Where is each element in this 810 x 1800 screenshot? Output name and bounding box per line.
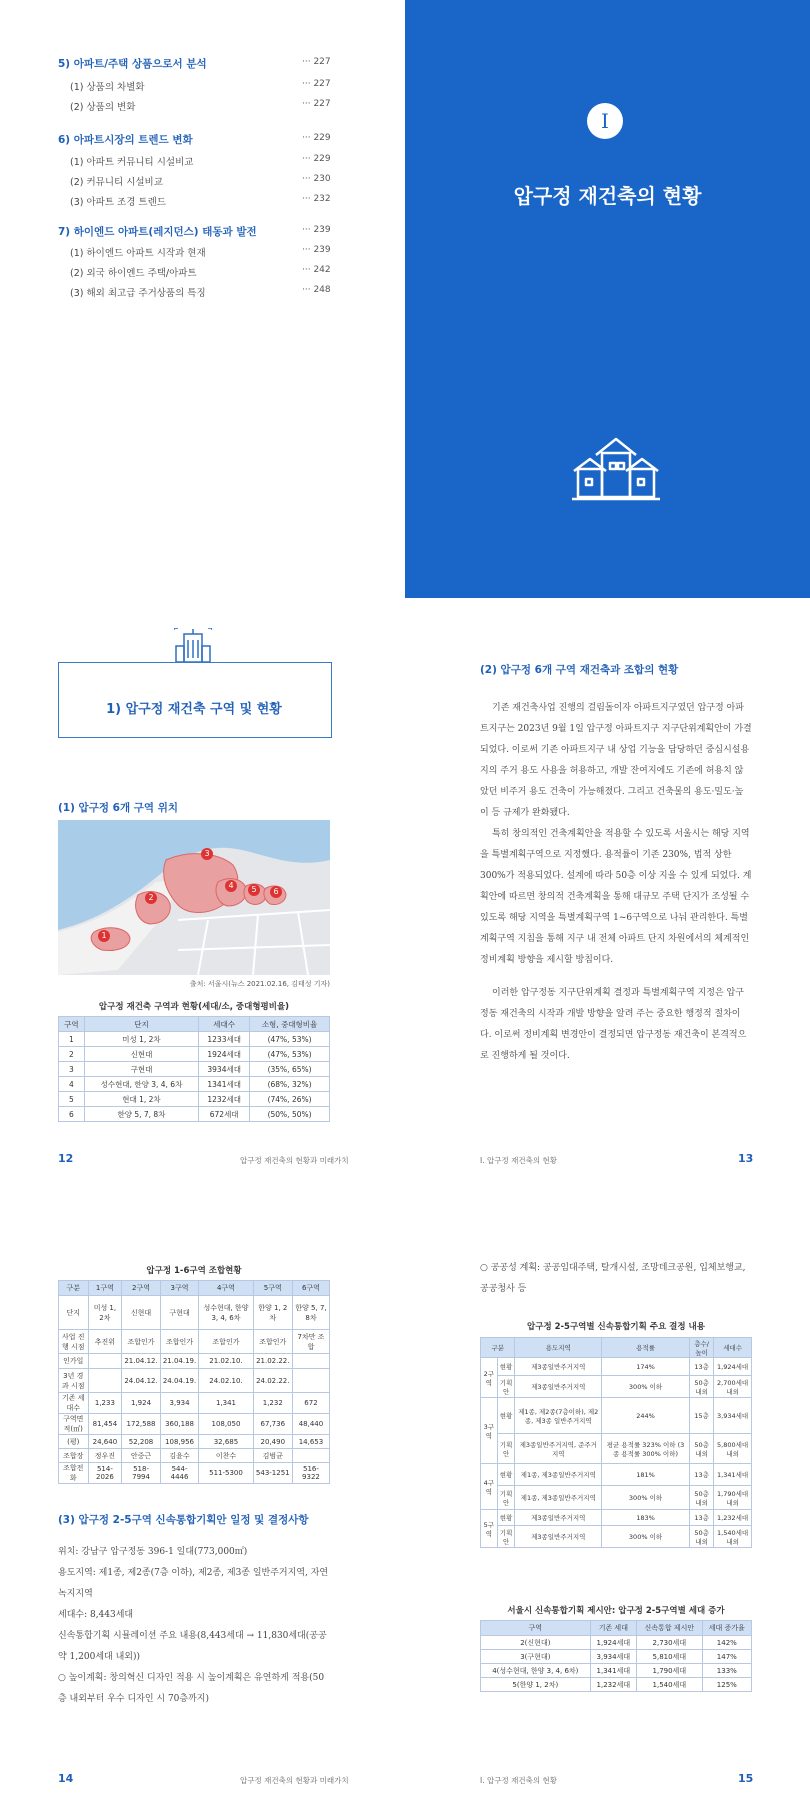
body-line: ○ 높이계획: 창의혁신 디자인 적용 시 높이계획은 유연하게 적용(50층 내외부터 우수 디자인 시 70층까지) xyxy=(58,1673,325,1704)
table-cell: 50층 내외 xyxy=(690,1486,714,1510)
table-caption: 서울시 신속통합기획 제시안: 압구정 2-5구역별 세대 증가 xyxy=(507,1606,725,1616)
table-row xyxy=(59,1354,330,1369)
table-cell: 50층 내외 xyxy=(690,1434,714,1464)
table-cell: 360,188 xyxy=(160,1414,199,1435)
table-cell: 기획안 xyxy=(497,1434,515,1464)
toc-item[interactable]: (1) 하이엔드 아파트 시작과 현재 xyxy=(70,248,206,259)
table-cell: 1,341세대 xyxy=(590,1664,636,1678)
table-cell: 정우진 xyxy=(88,1449,122,1463)
table-cell: 1,790세대 xyxy=(637,1664,703,1678)
table-cell: 48,440 xyxy=(292,1414,329,1435)
table-cell: 평균 용적률 323% 이하 (3종 용적률 300% 이하) xyxy=(602,1434,690,1464)
table-header: 용적률 xyxy=(602,1338,690,1358)
table-header: 세대수 xyxy=(199,1017,250,1032)
zone-marker-1: 1 xyxy=(98,930,110,942)
table-cell: 13층 xyxy=(690,1510,714,1526)
table-cell: 제3종일반주거지역, 준주거지역 xyxy=(515,1434,602,1464)
table-cell: 183% xyxy=(602,1510,690,1526)
table-row xyxy=(59,1414,330,1435)
table-cell: 2 xyxy=(59,1047,85,1062)
table-cell: 단지 xyxy=(59,1296,89,1330)
table-row xyxy=(481,1358,752,1376)
table-cell: 추진위 xyxy=(88,1330,122,1354)
table-cell: 52,208 xyxy=(122,1435,161,1449)
table-row xyxy=(481,1526,752,1548)
table-cell: 1,924 xyxy=(122,1393,161,1414)
chapter-title: 압구정 재건축의 현황 xyxy=(513,184,702,208)
zone-marker-3: 3 xyxy=(201,848,213,860)
table-cell: 3,934세대 xyxy=(714,1398,752,1434)
table-cell: 1,232세대 xyxy=(714,1510,752,1526)
zone-marker-6: 6 xyxy=(270,886,282,898)
table-cell: 300% 이하 xyxy=(602,1526,690,1548)
table-cell xyxy=(292,1369,329,1393)
table-cell: 제3종일반주거지역 xyxy=(515,1526,602,1548)
paragraph: 특히 창의적인 건축계획안을 적용할 수 있도록 서울시는 해당 지역을 특별계획구역으로 지정했다. 용적률이 기존 230%, 법적 상한 300%가 적용되었다. 설계에 따라 50층 이상 지을 수 있게 되었다. 계획안에 따르면 창의적 건축계획을 통해 대규모 주택 단지가 조성될 수 있도록 해당 지역을 특별계획구역 1~6구역으로 나눠 관리한다. 특별계획구역 지침을 통해 지구 내 전체 아파트 단지 차원에서의 체계적인 정비계획 방향을 제시할 방침이다. xyxy=(480,829,752,965)
table-row xyxy=(59,1463,330,1484)
table-cell: 544-4446 xyxy=(160,1463,199,1484)
table-cell: 244% xyxy=(602,1398,690,1434)
toc-item[interactable]: (2) 커뮤니티 시설비교 xyxy=(70,177,163,188)
table-cell: 기존 세대수 xyxy=(59,1393,89,1414)
toc-page: ··· 248 xyxy=(302,285,331,295)
table-cell xyxy=(292,1449,329,1463)
table-row xyxy=(481,1464,752,1486)
table-cell: 기획안 xyxy=(497,1486,515,1510)
table-cell: 이찬수 xyxy=(199,1449,253,1463)
page-footer: 압구정 재건축의 현황과 미래가치 xyxy=(240,1156,349,1165)
body-line: 세대수: 8,443세대 xyxy=(58,1610,134,1620)
table-row xyxy=(481,1678,752,1692)
table-row xyxy=(59,1296,330,1330)
map-source: 출처: 서울시(뉴스 2021.02.16, 김태성 기자) xyxy=(189,980,330,988)
table-cell: 133% xyxy=(702,1664,751,1678)
chapter-panel xyxy=(405,0,810,598)
zone-marker-2: 2 xyxy=(145,892,157,904)
table-cell: 제3종일반주거지역 xyxy=(515,1510,602,1526)
toc-page: ··· 229 xyxy=(302,154,331,164)
table-cell: 24.04.19. xyxy=(160,1369,199,1393)
toc-page: ··· 242 xyxy=(302,265,331,275)
table-cell: 3,934 xyxy=(160,1393,199,1414)
table-cell: 김윤수 xyxy=(160,1449,199,1463)
houses-icon xyxy=(570,435,662,503)
table-cell: 사업 진행 시점 xyxy=(59,1330,89,1354)
table-cell: 제1종, 제3종일반주거지역 xyxy=(515,1464,602,1486)
table-cell: 32,685 xyxy=(199,1435,253,1449)
table-cell: 4구역 xyxy=(481,1464,498,1510)
increase-table xyxy=(480,1620,752,1692)
toc-page: ··· 227 xyxy=(302,79,331,89)
page-number: 15 xyxy=(738,1772,754,1785)
table-row xyxy=(481,1486,752,1510)
table-caption: 압구정 재건축 구역과 현황(세대/소, 중대형평비율) xyxy=(98,1002,290,1012)
table-header: 2구역 xyxy=(122,1281,161,1296)
table-cell: 5구역 xyxy=(481,1510,498,1548)
table-header: 단지 xyxy=(84,1017,198,1032)
table-cell: 20,490 xyxy=(253,1435,292,1449)
table-row xyxy=(59,1107,330,1122)
table-cell: 21.02.22. xyxy=(253,1354,292,1369)
table-cell: 13층 xyxy=(690,1464,714,1486)
page-footer: I. 압구정 재건축의 현황 xyxy=(480,1776,557,1785)
page-number: 12 xyxy=(58,1152,74,1165)
table-row xyxy=(481,1376,752,1398)
table-cell: 1232세대 xyxy=(199,1092,250,1107)
zone-marker-5: 5 xyxy=(248,884,260,896)
table-header: 세대수 xyxy=(714,1338,752,1358)
table-cell: 147% xyxy=(702,1650,751,1664)
table-cell: 1 xyxy=(59,1032,85,1047)
table-header: 6구역 xyxy=(292,1281,329,1296)
table-header: 5구역 xyxy=(253,1281,292,1296)
table-cell: 1,341 xyxy=(199,1393,253,1414)
table-cell: 현황 xyxy=(497,1358,515,1376)
table-cell: 2,730세대 xyxy=(637,1636,703,1650)
subsection-title: (3) 압구정 2-5구역 신속통합기획안 일정 및 결정사항 xyxy=(58,1514,309,1526)
building-icon xyxy=(174,628,212,664)
table-cell: 3구역 xyxy=(481,1398,498,1464)
table-header: 4구역 xyxy=(199,1281,253,1296)
zone-table xyxy=(58,1016,330,1122)
table-cell: 5,800세대 내외 xyxy=(714,1434,752,1464)
table-cell: 174% xyxy=(602,1358,690,1376)
table-header: 구역 xyxy=(481,1621,591,1636)
table-cell: (47%, 53%) xyxy=(250,1047,330,1062)
toc-item[interactable]: (1) 상품의 차별화 xyxy=(70,82,145,93)
table-row xyxy=(59,1062,330,1077)
table-cell: 67,736 xyxy=(253,1414,292,1435)
toc-page: ··· 230 xyxy=(302,174,331,184)
table-cell: (평) xyxy=(59,1435,89,1449)
page-number: 13 xyxy=(738,1152,754,1165)
table-cell: 516-9322 xyxy=(292,1463,329,1484)
table-cell: 7차만 조합 xyxy=(292,1330,329,1354)
table-cell: 신현대 xyxy=(84,1047,198,1062)
table-cell: (74%, 26%) xyxy=(250,1092,330,1107)
table-cell: 1,790세대 내외 xyxy=(714,1486,752,1510)
paragraph: 기존 재건축사업 진행의 걸림돌이자 아파트지구였던 압구정 아파트지구는 2023년 9월 1일 압구정 아파트지구 지구단위계획안이 가결되었다. 이로써 기존 아파트지구 내 상업 기능을 담당하던 중심시설용지의 주거 용도 사용을 허용하고, 개발 잔여지에도 기존에 허용치 않았던 비주거 용도 건축이 가능해졌다. 그리고 건축물의 용도·밀도·높이 등 규제가 완화됐다. xyxy=(480,703,752,818)
table-cell: (35%, 65%) xyxy=(250,1062,330,1077)
table-header: 1구역 xyxy=(88,1281,122,1296)
toc-section-title[interactable]: 5) 아파트/주택 상품으로서 분석 xyxy=(58,58,207,70)
zone-marker-4: 4 xyxy=(225,880,237,892)
table-cell: 125% xyxy=(702,1678,751,1692)
table-cell: 안중근 xyxy=(122,1449,161,1463)
table-cell: 672 xyxy=(292,1393,329,1414)
table-cell: 3(구현대) xyxy=(481,1650,591,1664)
table-cell: 24,640 xyxy=(88,1435,122,1449)
table-cell: 108,956 xyxy=(160,1435,199,1449)
table-cell: 13층 xyxy=(690,1358,714,1376)
table-cell: 1,232세대 xyxy=(590,1678,636,1692)
page-number: 14 xyxy=(58,1772,74,1785)
table-cell: 514-2026 xyxy=(88,1463,122,1484)
decision-table xyxy=(480,1337,752,1548)
table-cell: 제3종일반주거지역 xyxy=(515,1376,602,1398)
subsection-title: (1) 압구정 6개 구역 위치 xyxy=(58,802,178,814)
table-cell: 3934세대 xyxy=(199,1062,250,1077)
table-cell: 142% xyxy=(702,1636,751,1650)
table-cell: 6 xyxy=(59,1107,85,1122)
paragraph: 이러한 압구정동 지구단위계획 결정과 특별계획구역 지정은 압구정동 재건축의 시작과 개발 방향을 알려 주는 중요한 행정적 절차이다. 이로써 정비계획 변경안이 결정되면 압구정동 재건축이 본격적으로 진행하게 될 것이다. xyxy=(480,988,747,1061)
table-cell: 3,934세대 xyxy=(590,1650,636,1664)
table-cell: 81,454 xyxy=(88,1414,122,1435)
toc-item[interactable]: (2) 외국 하이엔드 주택/아파트 xyxy=(70,268,197,279)
table-cell: 5(한양 1, 2차) xyxy=(481,1678,591,1692)
table-cell: 2구역 xyxy=(481,1358,498,1398)
table-cell: 24.04.12. xyxy=(122,1369,161,1393)
table-cell: 4(성수현대, 한양 3, 4, 6차) xyxy=(481,1664,591,1678)
table-cell xyxy=(88,1354,122,1369)
toc-section-title[interactable]: 7) 하이엔드 아파트(레지던스) 태동과 발전 xyxy=(58,226,257,238)
table-cell: 1,540세대 내외 xyxy=(714,1526,752,1548)
table-cell: 김범균 xyxy=(253,1449,292,1463)
table-cell: 1,924세대 xyxy=(714,1358,752,1376)
toc-page: ··· 227 xyxy=(302,57,331,67)
table-caption: 압구정 2-5구역별 신속통합기획 주요 결정 내용 xyxy=(527,1322,705,1332)
table-cell: 조합인가 xyxy=(122,1330,161,1354)
table-row xyxy=(481,1664,752,1678)
table-cell: 518-7994 xyxy=(122,1463,161,1484)
table-cell: 1,232 xyxy=(253,1393,292,1414)
table-header: 구분 xyxy=(59,1281,89,1296)
table-cell: (47%, 53%) xyxy=(250,1032,330,1047)
table-cell: 4 xyxy=(59,1077,85,1092)
union-table xyxy=(58,1280,330,1484)
table-cell: 1,341세대 xyxy=(714,1464,752,1486)
table-cell: 구현대 xyxy=(160,1296,199,1330)
toc-page: ··· 239 xyxy=(302,225,331,235)
table-cell: 1341세대 xyxy=(199,1077,250,1092)
body-text xyxy=(58,1542,330,1710)
table-row xyxy=(59,1393,330,1414)
toc-item[interactable]: (3) 아파트 조경 트렌드 xyxy=(70,197,166,208)
table-cell: 구현대 xyxy=(84,1062,198,1077)
table-cell: (50%, 50%) xyxy=(250,1107,330,1122)
table-cell: 미성 1, 2차 xyxy=(88,1296,122,1330)
table-cell: 181% xyxy=(602,1464,690,1486)
table-cell: 현대 1, 2차 xyxy=(84,1092,198,1107)
table-cell: 미성 1, 2차 xyxy=(84,1032,198,1047)
table-cell: 조합인가 xyxy=(160,1330,199,1354)
section-title: 1) 압구정 재건축 구역 및 현황 xyxy=(106,702,282,717)
table-header: 구역 xyxy=(59,1017,85,1032)
table-cell xyxy=(292,1354,329,1369)
table-row xyxy=(59,1047,330,1062)
table-cell: 1,233 xyxy=(88,1393,122,1414)
table-cell: 조합인가 xyxy=(253,1330,292,1354)
table-row xyxy=(59,1369,330,1393)
toc-page: ··· 239 xyxy=(302,245,331,255)
table-cell: 21.02.10. xyxy=(199,1354,253,1369)
table-header: 용도지역 xyxy=(515,1338,602,1358)
table-cell: 5 xyxy=(59,1092,85,1107)
table-caption: 압구정 1-6구역 조합현황 xyxy=(146,1266,242,1276)
table-cell: 제3종일반주거지역 xyxy=(515,1358,602,1376)
table-row xyxy=(481,1434,752,1464)
table-header: 층수/높이 xyxy=(690,1338,714,1358)
table-cell: 성수현대, 한양 3, 4, 6차 xyxy=(199,1296,253,1330)
toc-page: ··· 232 xyxy=(302,194,331,204)
table-header: 세대 증가율 xyxy=(702,1621,751,1636)
body-line: 신속통합기획 시뮬레이션 주요 내용(8,443세대 → 11,830세대(공공 약 1,200세대 내외)) xyxy=(58,1631,327,1662)
table-cell: 현황 xyxy=(497,1464,515,1486)
table-header: 신속통합 제시안 xyxy=(637,1621,703,1636)
table-row xyxy=(59,1330,330,1354)
table-cell: 2,700세대 내외 xyxy=(714,1376,752,1398)
table-cell: 300% 이하 xyxy=(602,1376,690,1398)
table-cell: 108,050 xyxy=(199,1414,253,1435)
table-cell: 조합전화 xyxy=(59,1463,89,1484)
table-row xyxy=(481,1650,752,1664)
table-row xyxy=(481,1510,752,1526)
table-row xyxy=(59,1077,330,1092)
table-row xyxy=(59,1449,330,1463)
table-header: 소형, 중대형비율 xyxy=(250,1017,330,1032)
table-cell: 50층 내외 xyxy=(690,1526,714,1548)
table-header: 구분 xyxy=(481,1338,515,1358)
table-cell: 50층 내외 xyxy=(690,1376,714,1398)
body-line: 용도지역: 제1종, 제2종(7층 이하), 제2종, 제3종 일반주거지역, 자연녹지지역 xyxy=(58,1568,329,1599)
table-cell: 구역면적(㎡) xyxy=(59,1414,89,1435)
table-cell: 제1종, 제3종일반주거지역 xyxy=(515,1486,602,1510)
table-cell: 1233세대 xyxy=(199,1032,250,1047)
toc-item[interactable]: (1) 아파트 커뮤니티 시설비교 xyxy=(70,157,194,168)
table-cell: (68%, 32%) xyxy=(250,1077,330,1092)
table-header: 기존 세대 xyxy=(590,1621,636,1636)
table-row xyxy=(59,1092,330,1107)
table-cell: 21.04.19. xyxy=(160,1354,199,1369)
page-footer: 압구정 재건축의 현황과 미래가치 xyxy=(240,1776,349,1785)
table-cell: 5,810세대 xyxy=(637,1650,703,1664)
table-cell: 조합인가 xyxy=(199,1330,253,1354)
toc-item[interactable]: (2) 상품의 변화 xyxy=(70,102,136,113)
table-row xyxy=(481,1398,752,1434)
table-cell: 24.02.10. xyxy=(199,1369,253,1393)
map-graphic xyxy=(58,820,330,975)
table-cell: 현황 xyxy=(497,1398,515,1434)
table-cell: 현황 xyxy=(497,1510,515,1526)
location-map xyxy=(58,820,330,975)
chapter-numeral: I xyxy=(587,103,623,139)
table-cell: 3 xyxy=(59,1062,85,1077)
table-cell: 조합장 xyxy=(59,1449,89,1463)
toc-page: ··· 229 xyxy=(302,133,331,143)
toc-page: ··· 227 xyxy=(302,99,331,109)
table-header: 3구역 xyxy=(160,1281,199,1296)
table-cell: 신현대 xyxy=(122,1296,161,1330)
table-cell: 21.04.12. xyxy=(122,1354,161,1369)
table-cell: 1924세대 xyxy=(199,1047,250,1062)
subsection-title: (2) 압구정 6개 구역 재건축과 조합의 현황 xyxy=(480,664,679,676)
table-cell: 511-5300 xyxy=(199,1463,253,1484)
table-cell: 한양 1, 2차 xyxy=(253,1296,292,1330)
page-footer: I. 압구정 재건축의 현황 xyxy=(480,1156,557,1165)
table-cell xyxy=(88,1369,122,1393)
table-cell: 3년 경과 시점 xyxy=(59,1369,89,1393)
table-cell: 한양 5, 7, 8차 xyxy=(84,1107,198,1122)
body-line: 위치: 강남구 압구정동 396-1 일대(773,000㎡) xyxy=(58,1547,248,1557)
table-cell: 543-1251 xyxy=(253,1463,292,1484)
table-row xyxy=(59,1032,330,1047)
toc-section-title[interactable]: 6) 아파트시장의 트렌드 변화 xyxy=(58,134,193,146)
table-cell: 2(신현대) xyxy=(481,1636,591,1650)
table-cell: 제1종, 제2종(7층이하), 제2종, 제3종 일반주거지역 xyxy=(515,1398,602,1434)
table-cell: 172,588 xyxy=(122,1414,161,1435)
toc-item[interactable]: (3) 해외 최고급 주거상품의 특징 xyxy=(70,288,206,299)
table-cell: 15층 xyxy=(690,1398,714,1434)
table-row xyxy=(59,1435,330,1449)
table-cell: 24.02.22. xyxy=(253,1369,292,1393)
table-cell: 기획안 xyxy=(497,1526,515,1548)
table-cell: 672세대 xyxy=(199,1107,250,1122)
body-text xyxy=(480,698,752,1067)
table-cell: 성수현대, 한양 3, 4, 6차 xyxy=(84,1077,198,1092)
table-cell: 1,924세대 xyxy=(590,1636,636,1650)
table-cell: 인가일 xyxy=(59,1354,89,1369)
body-text: ○ 공공성 계획: 공공임대주택, 탈개시설, 조망데크공원, 입체보행교, 공공청사 등 xyxy=(480,1263,746,1294)
table-cell: 300% 이하 xyxy=(602,1486,690,1510)
table-cell: 한양 5, 7, 8차 xyxy=(292,1296,329,1330)
table-cell: 14,653 xyxy=(292,1435,329,1449)
table-row xyxy=(481,1636,752,1650)
table-cell: 1,540세대 xyxy=(637,1678,703,1692)
table-cell: 기획안 xyxy=(497,1376,515,1398)
